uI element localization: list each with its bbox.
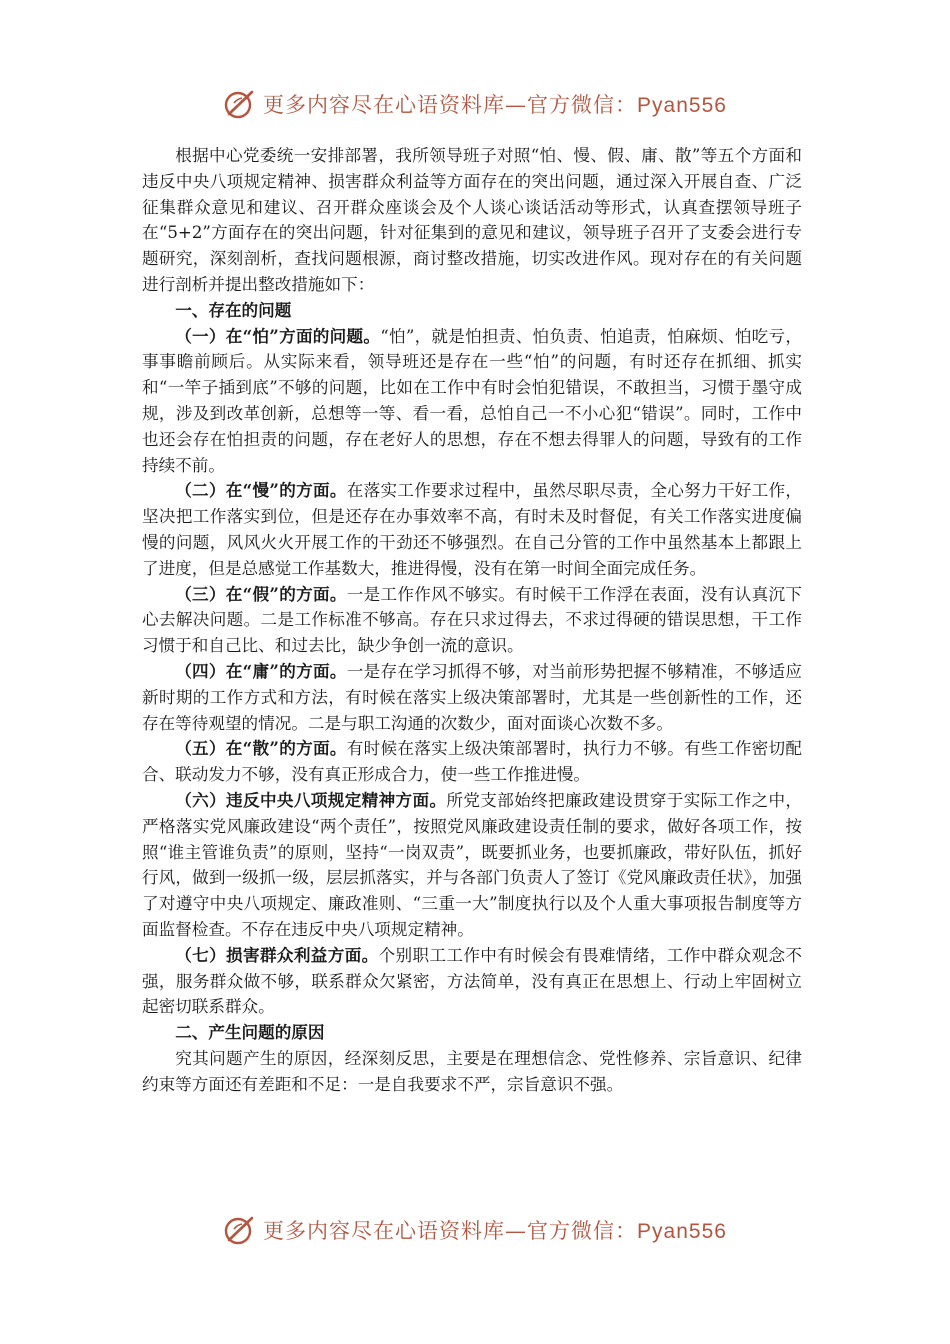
item-5-body: 有时候在落实上级决策部署时，执行力不够。有些工作密切配合、联动发力不够，没有真正形成合力，使一些工作推进慢。 [142, 739, 803, 785]
item-7 [142, 943, 802, 1020]
item-4-title: （四）在“庸”的方面。 [175, 660, 347, 681]
quill-logo-icon [223, 87, 257, 121]
item-2-body: 在落实工作要求过程中，虽然尽职尽责，全心努力干好工作，坚决把工作落实到位，但是还存在办事效率不高，有时未及时督促，有关工作落实进度偏慢的问题，风风火火开展工作的干劲还不够强烈。在自己分管的工作中虽然基本上都跟上了进度，但是总感觉工作基数大，推进得慢，没有在第一时间全面完成任务。 [142, 481, 803, 578]
footer-banner-text: 更多内容尽在心语资料库—官方微信：Pyan556 [263, 1219, 727, 1243]
item-6-title: （六）违反中央八项规定精神方面。 [175, 789, 447, 810]
item-6-body: 所党支部始终把廉政建设贯穿于实际工作之中，严格落实党风廉政建设“两个责任”，按照党风廉政建设责任制的要求，做好各项工作，按照“谁主管谁负责”的原则，坚持“一岗双责”，既要抓业务，也要抓廉政，带好队伍，抓好行风，做到一级抓一级，层层抓落实，并与各部门负责人了签订《党风廉政责任状》，加强了对遵守中央八项规定、廉政准则、“三重一大”制度执行以及个人重大事项报告制度等方面监督检查。不存在违反中央八项规定精神。 [142, 790, 803, 939]
item-7-title: （七）损害群众利益方面。 [175, 944, 379, 965]
footer-banner [0, 1210, 950, 1250]
item-3 [142, 582, 802, 659]
header-banner [0, 84, 950, 124]
item-6 [142, 788, 802, 943]
section-1-heading: 一、存在的问题 [175, 299, 292, 320]
item-1-body: “怕”，就是怕担责、怕负责、怕追责，怕麻烦、怕吃亏，事事瞻前顾后。从实际来看，领导班还是存在一些“怕”的问题，有时还存在抓细、抓实和“一竿子插到底”不够的问题，比如在工作中有时会怕犯错误，不敢担当，习惯于墨守成规，涉及到改革创新，总想等一等、看一看，总怕自己一不小心犯“错误”。同时，工作中也还会存在怕担责的问题，存在老好人的思想，存在不想去得罪人的问题，导致有的工作持续不前。 [142, 326, 802, 475]
document-body [142, 143, 802, 1097]
header-banner-text: 更多内容尽在心语资料库—官方微信：Pyan556 [263, 93, 727, 117]
intro-paragraph: 根据中心党委统一安排部署，我所领导班子对照“怕、慢、假、庸、散”等五个方面和违反中央八项规定精神、损害群众利益等方面存在的突出问题，通过深入开展自查、广泛征集群众意见和建议、召开群众座谈会及个人谈心谈话活动等形式，认真查摆领导班子在“5+2”方面存在的突出问题，针对征集到的意见和建议，领导班子召开了支委会进行专题研究，深刻剖析，查找问题根源，商讨整改措施，切实改进作风。现对存在的有关问题进行剖析并提出整改措施如下： [142, 146, 802, 294]
item-3-title: （三）在“假”的方面。 [175, 583, 347, 604]
item-1-title: （一）在“怕”方面的问题。 [175, 325, 381, 346]
item-5 [142, 736, 802, 788]
item-1 [142, 324, 802, 479]
footer-wechat-id: Pyan556 [637, 1220, 727, 1243]
item-7-body: 个别职工工作中有时候会有畏难情绪，工作中群众观念不强，服务群众做不够，联系群众欠紧密，方法简单，没有真正在思想上、行动上牢固树立起密切联系群众。 [142, 945, 802, 1017]
item-3-body: 一是工作作风不够实。有时候干工作浮在表面，没有认真沉下心去解决问题。二是工作标准不够高。存在只求过得去，不求过得硬的错误思想，干工作习惯于和自己比、和过去比，缺少争创一流的意识。 [142, 584, 803, 656]
item-4-body: 一是存在学习抓得不够，对当前形势把握不够精准，不够适应新时期的工作方式和方法，有时候在落实上级决策部署时，尤其是一些创新性的工作，还存在等待观望的情况。二是与职工沟通的次数少，面对面谈心次数不多。 [142, 661, 803, 733]
section-2-paragraph: 究其问题产生的原因，经深刻反思，主要是在理想信念、党性修养、宗旨意识、纪律约束等方面还有差距和不足：一是自我要求不严，宗旨意识不强。 [142, 1048, 802, 1094]
item-2-title: （二）在“慢”的方面。 [175, 480, 347, 501]
quill-logo-icon [223, 1213, 257, 1247]
item-4 [142, 659, 802, 736]
section-2-heading: 二、产生问题的原因 [175, 1022, 325, 1043]
header-wechat-id: Pyan556 [637, 94, 727, 117]
item-5-title: （五）在“散”的方面。 [175, 738, 347, 759]
item-2 [142, 478, 802, 581]
